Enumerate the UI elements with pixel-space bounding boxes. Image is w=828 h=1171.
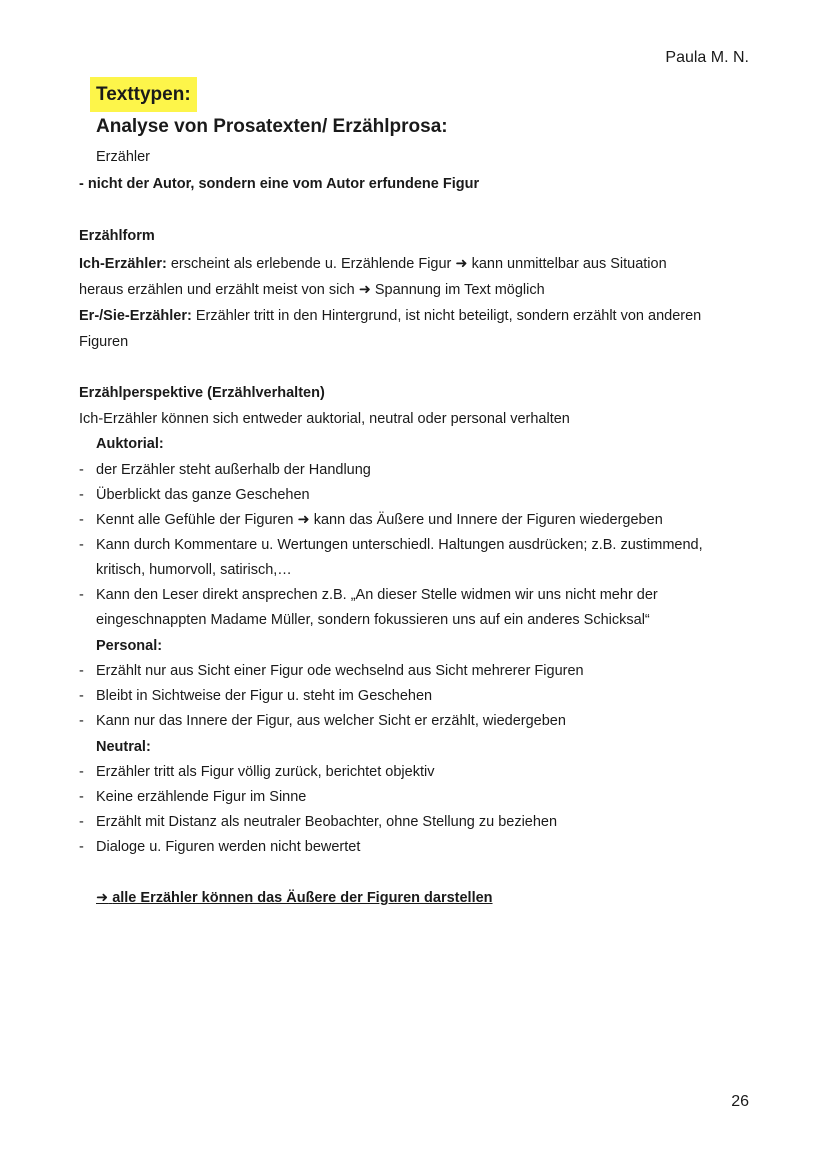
- arrow-icon: ➜: [297, 512, 310, 528]
- list-item: [96, 512, 663, 528]
- list-item: Keine erzählende Figur im Sinne: [96, 789, 307, 805]
- conclusion-line: [96, 890, 493, 906]
- perspektive-heading: Erzählperspektive (Erzählverhalten): [79, 385, 325, 401]
- list-bullet: -: [79, 764, 84, 780]
- list-bullet: -: [79, 789, 84, 805]
- auktorial-heading: Auktorial:: [96, 436, 164, 452]
- list-item: Kann durch Kommentare u. Wertungen unterschiedl. Haltungen ausdrücken; z.B. zustimmend,: [96, 537, 703, 553]
- er-text-1: Erzähler tritt in den Hintergrund, ist nicht beteiligt, sondern erzählt von anderen: [191, 308, 702, 324]
- ich-erzaehler-line-2: [79, 282, 545, 298]
- list-bullet: -: [79, 512, 84, 528]
- list-bullet: -: [79, 839, 84, 855]
- list-item: Erzähler tritt als Figur völlig zurück, berichtet objektiv: [96, 764, 435, 780]
- subtitle: Analyse von Prosatexten/ Erzählprosa:: [96, 116, 448, 137]
- list-item: Dialoge u. Figuren werden nicht bewertet: [96, 839, 361, 855]
- list-item: Kann nur das Innere der Figur, aus welcher Sicht er erzählt, wiedergeben: [96, 713, 566, 729]
- list-bullet: -: [79, 537, 84, 553]
- list-item-continuation: eingeschnappten Madame Müller, sondern fokussieren uns auf ein anderes Schicksal“: [96, 612, 650, 628]
- author-name: Paula M. N.: [665, 49, 749, 66]
- erzaehler-heading: Erzähler: [96, 149, 150, 165]
- list-item: Bleibt in Sichtweise der Figur u. steht im Geschehen: [96, 688, 433, 704]
- ich-text-1b: kann unmittelbar aus Situation: [467, 256, 667, 272]
- er-erzaehler-label: Er-/Sie-Erzähler:: [79, 308, 192, 324]
- er-erzaehler-line-1: [79, 308, 701, 324]
- list-bullet: -: [79, 814, 84, 830]
- page-title-highlighted: Texttypen:: [90, 77, 197, 112]
- ich-erzaehler-label: Ich-Erzähler:: [79, 256, 167, 272]
- ich-text-2b: Spannung im Text möglich: [370, 282, 545, 298]
- list-bullet: -: [79, 713, 84, 729]
- ich-text-2a: heraus erzählen und erzählt meist von sich: [79, 282, 359, 298]
- list-item: Erzählt mit Distanz als neutraler Beobachter, ohne Stellung zu beziehen: [96, 814, 558, 830]
- list-bullet: -: [79, 487, 84, 503]
- er-erzaehler-line-2: Figuren: [79, 334, 129, 350]
- list-item-part: kann das Äußere und Innere der Figuren wiedergeben: [313, 512, 663, 528]
- ich-text-1a: erscheint als erlebende u. Erzählende Figur: [166, 256, 456, 272]
- ich-erzaehler-line-1: [79, 256, 667, 272]
- list-bullet: -: [79, 587, 84, 603]
- list-item-continuation: kritisch, humorvoll, satirisch,…: [96, 562, 292, 578]
- erzaehler-note: - nicht der Autor, sondern eine vom Autor erfundene Figur: [79, 176, 480, 192]
- list-bullet: -: [79, 688, 84, 704]
- arrow-icon: ➜: [96, 890, 109, 906]
- perspektive-intro: Ich-Erzähler können sich entweder auktorial, neutral oder personal verhalten: [79, 411, 570, 427]
- list-item-part: Kennt alle Gefühle der Figuren: [96, 512, 294, 528]
- erzaehlform-heading: Erzählform: [79, 228, 155, 244]
- list-item: Überblickt das ganze Geschehen: [96, 487, 310, 503]
- list-bullet: -: [79, 663, 84, 679]
- list-item: der Erzähler steht außerhalb der Handlung: [96, 462, 371, 478]
- conclusion-text: alle Erzähler können das Äußere der Figuren darstellen: [112, 890, 493, 906]
- personal-heading: Personal:: [96, 638, 163, 654]
- neutral-heading: Neutral:: [96, 739, 151, 755]
- list-item: Kann den Leser direkt ansprechen z.B. „An dieser Stelle widmen wir uns nicht mehr der: [96, 587, 658, 603]
- list-item: Erzählt nur aus Sicht einer Figur ode wechselnd aus Sicht mehrerer Figuren: [96, 663, 584, 679]
- list-bullet: -: [79, 462, 84, 478]
- arrow-icon: ➜: [455, 256, 468, 272]
- page-number: 26: [731, 1093, 749, 1110]
- arrow-icon: ➜: [358, 282, 371, 298]
